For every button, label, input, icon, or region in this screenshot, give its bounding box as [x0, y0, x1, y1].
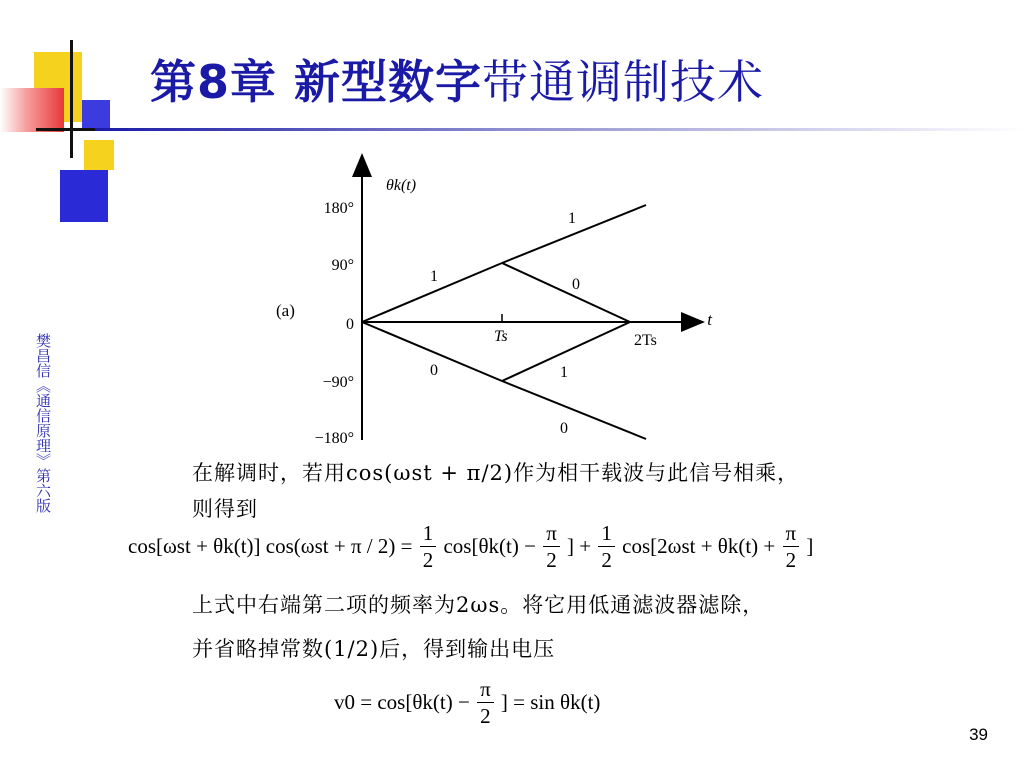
y-axis-label: θk(t)	[386, 177, 417, 194]
equation-1	[128, 520, 813, 573]
branch-down-from-top	[502, 263, 630, 322]
x-tick-2ts: 2Ts	[634, 332, 657, 349]
equation-2	[334, 676, 600, 729]
panel-label: (a)	[276, 301, 295, 320]
y-tick-neg180: −180°	[314, 430, 354, 447]
paragraph-2-line-2: 并省略掉常数(1/2)后，得到输出电压	[192, 637, 556, 661]
eq1-pi-over-2-fraction-1: $\frac{\pi}{2}$	[543, 520, 560, 573]
bit-label: 0	[560, 420, 568, 437]
paragraph-1-line-1: 在解调时，若用cos(ωst + π/2)作为相干载波与此信号相乘，	[192, 461, 800, 485]
logo-blue-square	[60, 170, 108, 222]
bit-label: 1	[568, 210, 576, 227]
y-tick-0: 0	[346, 316, 354, 333]
title-rest-part: 带通调制技术	[482, 55, 765, 109]
y-tick-neg90: −90°	[322, 374, 354, 391]
eq1-lhs: cos[ωst + θk(t)] cos(ωst + π / 2) =	[128, 534, 413, 558]
paragraph-2-line-1: 上式中右端第二项的频率为2ωs。将它用低通滤波器滤除，	[192, 593, 765, 617]
logo-red-bar	[0, 88, 64, 132]
title-bold-part: 第8章 新型数字	[150, 55, 483, 109]
eq1-term2: cos[2ωst + θk(t) +	[622, 534, 776, 558]
title-underline	[95, 128, 1024, 131]
logo-vertical-line	[70, 40, 73, 158]
eq1-term2-close: ]	[806, 534, 814, 558]
phase-diagram	[270, 145, 710, 445]
sidebar-book-reference: 樊昌信《通信原理》第六版	[34, 333, 52, 513]
eq1-half-fraction-2: $\frac{1}{2}$	[598, 520, 615, 573]
bit-label: 0	[572, 276, 580, 293]
eq2-lhs: v0 = cos[θk(t) −	[334, 690, 470, 714]
logo-blue-small-square	[82, 100, 110, 128]
x-axis-label: t	[707, 310, 712, 329]
bit-label: 1	[430, 268, 438, 285]
bit-label: 0	[430, 362, 438, 379]
paragraph-1-line-2: 则得到	[192, 497, 258, 521]
logo-yellow-small-square	[84, 140, 114, 170]
page-title	[150, 46, 764, 112]
y-tick-90: 90°	[331, 257, 354, 274]
eq2-rhs: ] = sin θk(t)	[500, 690, 601, 714]
eq1-term1: cos[θk(t) −	[443, 534, 536, 558]
y-tick-180: 180°	[323, 200, 354, 217]
branch-down-2	[502, 381, 646, 439]
page-number: 39	[969, 725, 988, 744]
bit-label: 1	[560, 364, 568, 381]
x-tick-ts: Ts	[494, 328, 508, 345]
eq1-pi-over-2-fraction-2: $\frac{\pi}{2}$	[783, 520, 800, 573]
eq1-half-fraction-1: $\frac{1}{2}$	[420, 520, 437, 573]
eq2-pi-over-2-fraction: $\frac{\pi}{2}$	[477, 676, 494, 729]
eq1-term1-close: ] +	[567, 534, 592, 558]
